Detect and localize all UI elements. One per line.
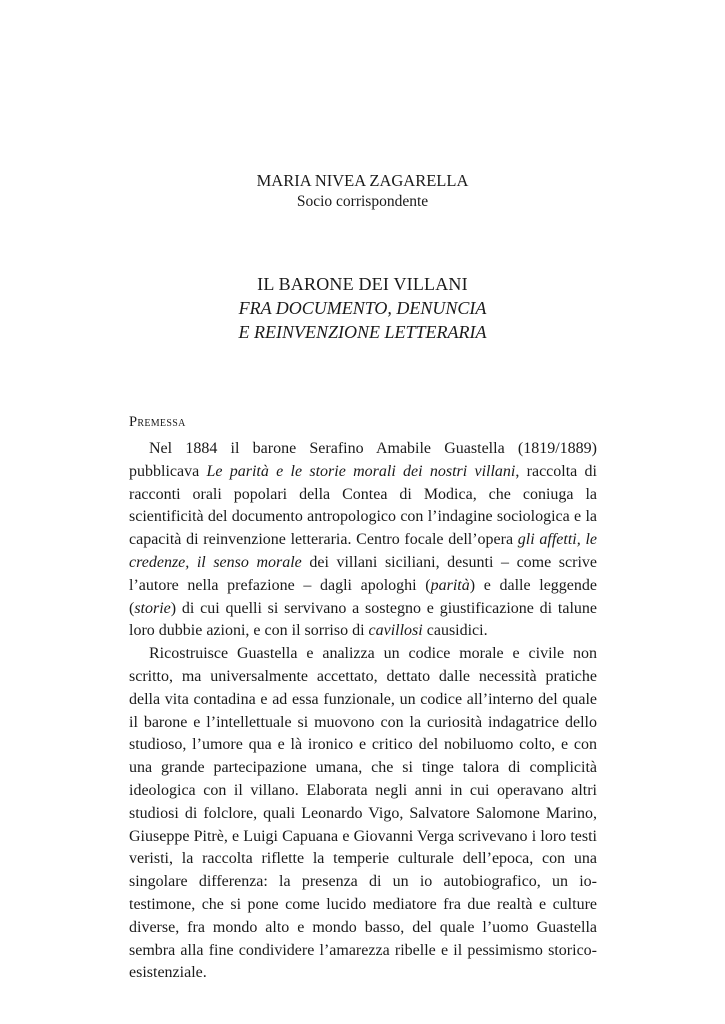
p1-italic-phrase: gli affetti, le credenze, il senso morale <box>129 531 597 571</box>
paragraph-1 <box>129 438 597 643</box>
article-title: IL BARONE DEI VILLANI <box>257 274 468 294</box>
p1-book-title: Le parità e le storie morali dei nostri villani <box>206 462 516 480</box>
article-subtitle-line1: FRA DOCUMENTO, DENUNCIA <box>238 298 487 318</box>
p1-text-6: causidici. <box>422 622 488 640</box>
p1-text-1: Nel 1884 il barone Serafino Amabile Guastella (1819/1889) pubblicava <box>129 440 597 480</box>
p1-text-4: ) e dalle leggende ( <box>129 576 597 617</box>
p1-italic-storie: storie <box>134 599 171 617</box>
author-name: MARIA NIVEA ZAGARELLA <box>256 171 469 190</box>
p1-italic-cavillosi: cavillosi <box>368 622 423 640</box>
body-text <box>129 438 597 985</box>
section-heading: Premessa <box>129 414 186 430</box>
p1-text-2: , raccolta di racconti orali popolari della Contea di Modica, che coniuga la scientificità del documento antropologico con l’indagine sociologica e la capacità di reinvenzione letteraria. Centro focale dell’opera <box>129 462 598 549</box>
paragraph-2: Ricostruisce Guastella e analizza un codice morale e civile non scritto, ma universalmente accettato, dettato dalle necessità pratiche della vita contadina e ad essa funzionale, un codice all’interno del quale il barone e l’intellettuale si muovono con la curiosità indagatrice dello studioso, l’umore qua e là ironico e critico del nobiluomo colto, e con una grande partecipazione umana, che si tinge talora di complicità ideologica con il villano. Elaborata negli anni in cui operavano altri studiosi di folclore, quali Leonardo Vigo, Salvatore Salomone Marino, Giuseppe Pitrè, e Luigi Capuana e Giovanni Verga scrivevano i loro testi veristi, la raccolta riflette la temperie culturale dell’epoca, con una singolare differenza: la presenza di un io autobiografico, un io-testimone, che si pone come lucido mediatore fra due realtà e culture diverse, fra mondo alto e mondo basso, del quale l’uomo Guastella sembra alla fine condividere l’amarezza ribelle e il pessimismo storico-esistenziale. <box>129 645 597 982</box>
p1-text-5: ) di cui quelli si servivano a sostegno e giustificazione di talune loro dubbie azioni, e con il sorriso di <box>129 599 597 640</box>
article-subtitle-line2: E REINVENZIONE LETTERARIA <box>238 322 487 342</box>
p1-italic-parita: parità <box>430 576 470 594</box>
p1-text-3: dei villani siciliani, desunti – come scrive l’autore nella prefazione – dagli apologhi ( <box>129 553 597 594</box>
author-affiliation: Socio corrispondente <box>296 193 429 210</box>
